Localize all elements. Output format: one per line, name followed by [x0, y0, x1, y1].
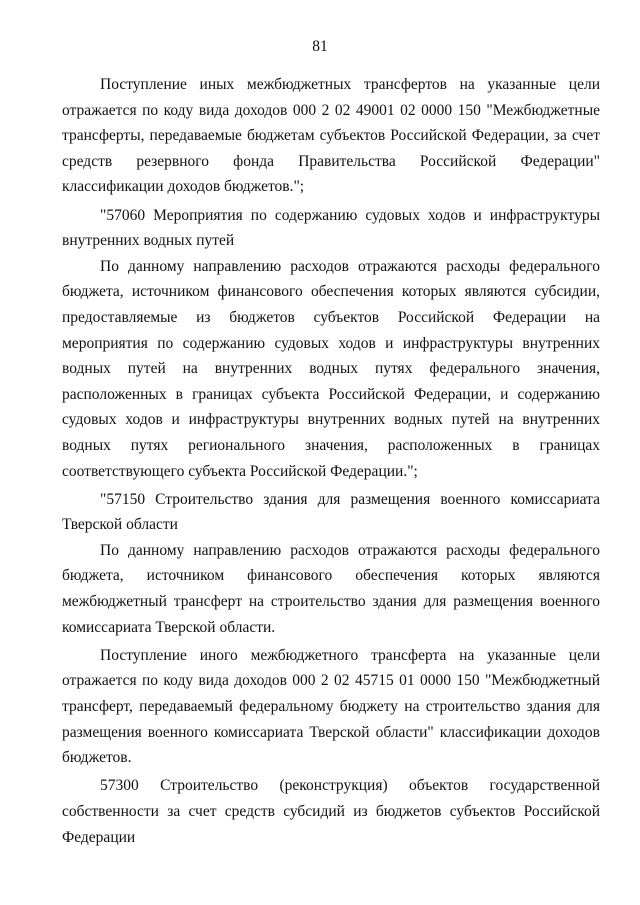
page-number: 81	[312, 38, 328, 55]
heading-57150: "57150 Строительство здания для размещения военного комиссариата Тверской области	[62, 490, 600, 534]
paragraph-57150-description: По данному направлению расходов отражаются расходы федерального бюджета, источником финансового обеспечения которых являются межбюджетный трансферт на строительство здания для размещения военного комиссариата Тверской области.	[62, 541, 600, 636]
document-body	[62, 72, 600, 850]
paragraph-57060-description: По данному направлению расходов отражаются расходы федерального бюджета, источником финансового обеспечения которых являются субсидии, предоставляемые из бюджетов субъектов Российской Федерации на мероприятия по содержанию судовых ходов и инфраструктуры внутренних водных путей на внутренних водных путях федерального значения, расположенных в границах субъекта Российской Федерации, и содержанию судовых ходов и инфраструктуры внутренних водных путей на внутренних водных путях регионального значения, расположенных в границах соответствующего субъекта Российской Федерации.";	[62, 257, 600, 480]
paragraph-57150-income-code: Поступление иного межбюджетного трансферта на указанные цели отражается по коду вида доходов 000 2 02 45715 01 0000 150 "Межбюджетный трансферт, передаваемый федеральному бюджету на строительство здания для размещения военного комиссариата Тверской области" классификации доходов бюджетов.	[62, 646, 600, 767]
heading-57060: "57060 Мероприятия по содержанию судовых ходов и инфраструктуры внутренних водных путей	[62, 206, 600, 250]
heading-57300: 57300 Строительство (реконструкция) объектов государственной собственности за счет средств субсидий из бюджетов субъектов Российской Федерации	[62, 777, 600, 846]
paragraph-income-transfers-reserve-fund: Поступление иных межбюджетных трансфертов на указанные цели отражается по коду вида доходов 000 2 02 49001 02 0000 150 "Межбюджетные трансферты, передаваемые бюджетам субъектов Российской Федерации, за счет средств резервного фонда Правительства Российской Федерации" классификации доходов бюджетов.";	[62, 76, 600, 196]
